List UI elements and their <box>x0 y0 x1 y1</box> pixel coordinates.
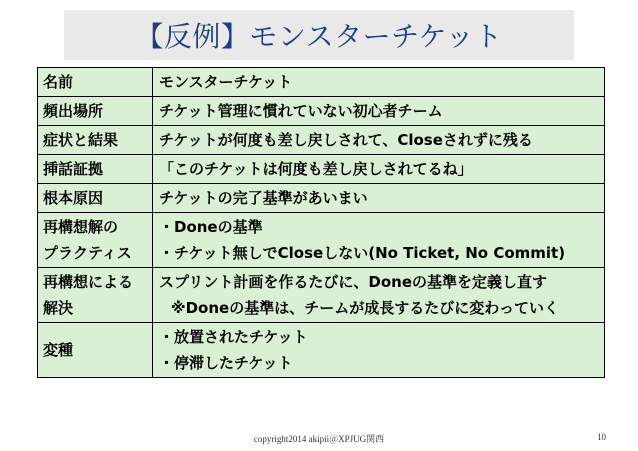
value-line: モンスターチケット <box>159 73 293 91</box>
row-value-frequent-place <box>153 97 605 126</box>
value-line: チケットが何度も差し戻しされて、Closeされずに残る <box>159 131 533 149</box>
row-key-name <box>38 68 153 97</box>
row-value-name <box>153 68 605 97</box>
key-line: 再構想による <box>43 273 134 291</box>
key-line: 解決 <box>43 299 74 317</box>
row-key-refactored-practice <box>38 213 153 268</box>
row-key-anecdotal-evidence <box>38 155 153 184</box>
row-value-refactored-solution <box>153 268 605 323</box>
key-line: プラクティス <box>43 244 132 262</box>
key-line: 変種 <box>43 341 74 359</box>
key-line: 症状と結果 <box>43 131 119 149</box>
copyright-footer: copyright2014 akipii＠XPJUG関西 <box>253 434 385 444</box>
table-row <box>38 97 605 126</box>
row-value-refactored-practice <box>153 213 605 268</box>
value-line: ・チケット無しでCloseしない(No Ticket, No Commit) <box>159 244 566 262</box>
row-key-symptoms <box>38 126 153 155</box>
key-line: 再構想解の <box>43 218 119 236</box>
row-key-root-cause <box>38 184 153 213</box>
value-line: ・停滞したチケット <box>159 354 293 372</box>
table-row <box>38 268 605 323</box>
table-row <box>38 184 605 213</box>
row-key-variants <box>38 323 153 378</box>
key-line: 頻出場所 <box>43 102 104 120</box>
value-line: チケット管理に慣れていない初心者チーム <box>159 102 443 120</box>
table-row <box>38 155 605 184</box>
row-key-frequent-place <box>38 97 153 126</box>
table-row <box>38 126 605 155</box>
table-row <box>38 323 605 378</box>
antipattern-table <box>37 67 605 378</box>
value-line: スプリント計画を作るたびに、Doneの基準を定義し直す <box>159 273 548 291</box>
row-value-anecdotal-evidence <box>153 155 605 184</box>
key-line: 挿話証拠 <box>43 160 104 178</box>
page-number: 10 <box>597 432 606 442</box>
table-row <box>38 213 605 268</box>
value-line: ・Doneの基準 <box>159 218 263 236</box>
slide-title: 【反例】モンスターチケット <box>135 20 503 53</box>
value-line: チケットの完了基準があいまい <box>159 189 368 207</box>
table-row <box>38 68 605 97</box>
row-value-variants <box>153 323 605 378</box>
key-line: 名前 <box>43 73 74 91</box>
row-value-symptoms <box>153 126 605 155</box>
value-line: ・放置されたチケット <box>159 328 308 346</box>
row-key-refactored-solution <box>38 268 153 323</box>
value-line-note: ※Doneの基準は、チームが成長するたびに変わっていく <box>171 299 560 317</box>
key-line: 根本原因 <box>43 189 104 207</box>
row-value-root-cause <box>153 184 605 213</box>
value-line: 「このチケットは何度も差し戻しされてるね」 <box>159 160 473 178</box>
